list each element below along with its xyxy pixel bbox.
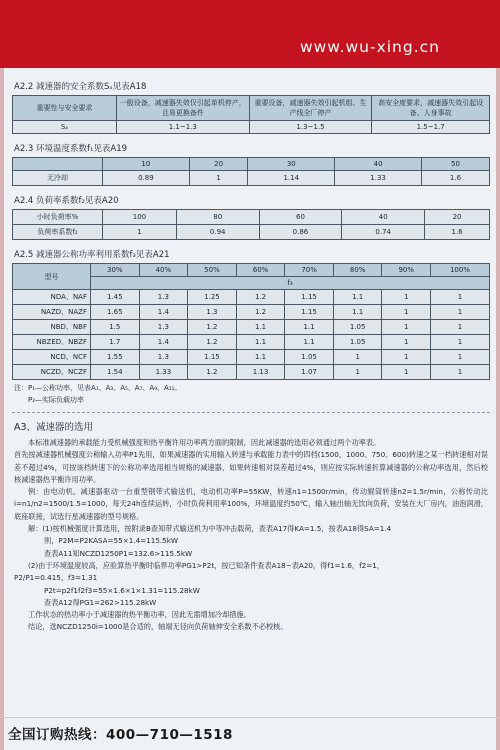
table-cell: 1.2 [236,305,285,320]
solution-line: P2t=p2f1f2f3=55×1.6×1×1.31=115.28kW [44,585,200,595]
table-cell: 20 [425,210,490,225]
section-divider [12,412,490,413]
table-cell: 1 [333,365,382,380]
table-cell: 1.15 [285,305,334,320]
table-cell: 1.1 [285,335,334,350]
solution-line: (2)由于环境温度较高，应验算热平衡时临界功率PG1>P2t，按已知条件查表A18~表A20，得f1=1.6，f2=1， [28,560,384,570]
section-a23-title: A2.3 环境温度系数f₁见表A19 [14,144,128,154]
table-header-cell: 90% [382,264,431,277]
table-a20 [12,209,490,240]
table-cell: 1 [382,290,431,305]
table-cell: 1.3 [188,305,237,320]
table-cell: 60 [259,210,342,225]
table-cell: 1.13 [236,365,285,380]
table-cell: 1 [333,350,382,365]
model-cell: NAZD、NAZF [13,305,91,320]
section-a25 [12,248,490,406]
table-cell: 1.4 [139,305,188,320]
table-header-cell: 重要设备，减速器失效引起机组、生产线全厂停产 [249,96,372,121]
section-a22 [12,80,490,134]
table-row [13,290,490,305]
table-cell: 1 [430,365,489,380]
model-cell: NBD、NBF [13,320,91,335]
model-cell: NBZED、NBZF [13,335,91,350]
note-p1: 注：P₁—公称功率，见表A₁、A₃、A₅、A₇、A₉、A₁₁。 [14,384,182,392]
hotline[interactable]: 全国订购热线：400—710—1518 [8,727,233,743]
table-cell: 1.65 [91,305,140,320]
section-a22-title: A2.2 减速器的安全系数Sₐ见表A18 [14,82,147,92]
table-cell: 1 [103,225,177,240]
table-cell: 1.1~1.3 [117,121,250,134]
solution-line: 解：(1)按机械强度计算选用，按附录B查知带式输送机为中等冲击载荷，查表A17得KA=1.5，按表A18得SA=1.4 [28,524,392,534]
table-header-cell: 50% [188,264,237,277]
table-cell: 1.07 [285,365,334,380]
solution-line: 则，P2M=P2KASA=55×1.4=115.5kW [44,536,179,546]
solution-line: 工作状态的热功率小于减速器的热平衡功率，因此无需增加冷却措施。 [28,610,251,620]
table-a18 [12,95,490,134]
paragraph: 首先按减速器机械强度公称输入功率P1先用，如果减速器的实用输入转速与承载能力表中的四档(1500、1000、750、600)转速之某一档转速相对误差不超过4%，可按该档转速下的公称功率选用相当规格的减速器，如果转速相对误差超过4%，则应按实际转速折算减速器的公称功率选用，然后校核减速器热平衡许用功率。 [14,450,488,484]
table-cell: 1.5~1.7 [372,121,490,134]
table-cell: 1 [430,335,489,350]
table-cell: 1.05 [285,350,334,365]
table-cell: 0.94 [176,225,259,240]
table-cell: 80 [176,210,259,225]
table-cell: 1.2 [188,335,237,350]
table-header-cell: 40 [335,158,422,171]
table-cell: 1.3 [139,290,188,305]
table-cell: 1.3 [139,320,188,335]
model-cell: NCD、NCF [13,350,91,365]
table-header-cell: 10 [103,158,190,171]
table-cell: 1 [430,350,489,365]
table-cell: 1 [382,350,431,365]
f3-subheader: f₃ [91,277,490,290]
table-cell: 1.6 [421,171,489,186]
table-cell: 1.5 [91,320,140,335]
table-header-cell: 70% [285,264,334,277]
table-cell: 1 [430,290,489,305]
table-cell: 1.45 [91,290,140,305]
table-header-cell: 80% [333,264,382,277]
table-cell: 1.3~1.5 [249,121,372,134]
table-row [13,335,490,350]
site-url[interactable]: www.wu-xing.cn [299,38,440,56]
table-row [13,350,490,365]
table-cell: 1.05 [333,320,382,335]
table-cell: 1.1 [236,320,285,335]
paragraph: 例：由电动机、减速器驱动一台重型钢带式输送机，电动机功率P=55KW，转速n1=1500r/min，传动辊筒转速n2=1.5r/min，公称传动比i=n1/n2=1500/1.5=1000，每天24h连续运转，小时负荷利用率100%，环境温度约50℃，输入轴出轴无饮向负荷，安装在大厂房内，油泡润滑，底座联接，试选行星减速器的型号规格。 [14,487,488,521]
table-cell: 0.74 [342,225,425,240]
table-header-cell: 一般设备，减速器失效仅引起单机停产，且易更换备件 [117,96,250,121]
section-a3 [12,419,490,634]
model-cell: NDA、NAF [13,290,91,305]
table-a21 [12,263,490,380]
table-row [13,305,490,320]
table-cell: 1.1 [333,305,382,320]
table-cell: 0.86 [259,225,342,240]
table-cell: 1.2 [236,290,285,305]
table-cell: 1.33 [139,365,188,380]
table-cell: 40 [342,210,425,225]
table-cell: 1 [382,365,431,380]
table-cell: 1.3 [139,350,188,365]
table-cell: 1.25 [188,290,237,305]
table-header-cell: 30% [91,264,140,277]
section-a24 [12,194,490,240]
row-label: 负荷率系数f₂ [13,225,103,240]
row-label: 小时负荷率% [13,210,103,225]
row-label: 无冷却 [13,171,103,186]
table-cell: 1.1 [333,290,382,305]
solution-line: 结论，选NCZD1250i=1000是合适的，轴端无径向负荷轴伸安全系数不必校核。 [28,622,288,632]
table-cell: 1.14 [248,171,335,186]
table-cell: 1.54 [91,365,140,380]
section-a23 [12,142,490,186]
solution-line: 查表A12得PG1=262>115.28kW [44,597,157,607]
table-cell: 1 [382,335,431,350]
table-cell: 1 [382,305,431,320]
note-p2: P₂—实际负载功率 [28,396,85,404]
table-cell: 1.1 [236,335,285,350]
footer-separator [0,717,500,718]
table-header-cell [13,158,103,171]
table-header-cell: 20 [189,158,248,171]
section-a24-title: A2.4 负荷率系数f₂见表A20 [14,196,119,206]
table-cell: 1.15 [188,350,237,365]
model-header: 型号 [13,264,91,290]
table-header-cell: 100% [430,264,489,277]
notes [14,382,490,406]
paragraph: 本标准减速器的承载能力受机械强度和热平衡许用功率两方面的限制，因此减速器的选用必须通过两个功率表。 [28,438,381,447]
header-banner [0,0,500,68]
table-cell: 1.6 [425,225,490,240]
table-header-cell: 30 [248,158,335,171]
table-header-cell: 50 [421,158,489,171]
table-cell: 0.89 [103,171,190,186]
table-cell: 1 [430,305,489,320]
table-cell: 1.7 [91,335,140,350]
solution-line: 查表A11知NCZD1250P1=132.6>115.5kW [44,548,193,558]
table-cell: 1 [382,320,431,335]
table-cell: 1.4 [139,335,188,350]
table-cell: 100 [103,210,177,225]
table-header-cell: 40% [139,264,188,277]
section-a25-title: A2.5 减速器公称功率利用系数f₃见表A21 [14,250,170,260]
table-row [13,365,490,380]
table-cell: 1.1 [285,320,334,335]
table-row [13,320,490,335]
table-cell: 1.15 [285,290,334,305]
table-header-cell: 高安全度要求，减速器失效引起设备、人身事故 [372,96,490,121]
section-a3-title: A3、减速器的选用 [14,422,94,433]
row-label: Sₐ [13,121,117,134]
table-cell: 1.1 [236,350,285,365]
table-cell: 1 [189,171,248,186]
content [12,80,490,634]
table-cell: 1.2 [188,365,237,380]
table-cell: 1.05 [333,335,382,350]
table-cell: 1.55 [91,350,140,365]
table-cell: 1.2 [188,320,237,335]
table-a19 [12,157,490,186]
table-cell: 1 [430,320,489,335]
table-cell: 1.33 [335,171,422,186]
solution-line: P2/P1=0.415，f3=1.31 [14,573,98,583]
table-header-cell: 重要性与安全要求 [13,96,117,121]
model-cell: NCZD、NCZF [13,365,91,380]
table-header-cell: 60% [236,264,285,277]
